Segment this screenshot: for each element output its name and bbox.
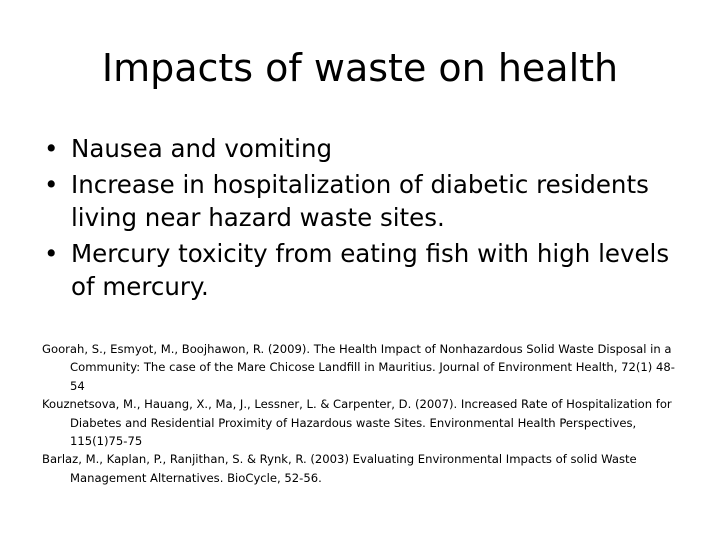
reference-kouznetsova-2007: Kouznetsova, M., Hauang, X., Ma, J., Lessner, L. & Carpenter, D. (2007). Increased Rate of Hospitalization for Diabetes and Residential Proximity of Hazardous waste Sites. Environmental Health Perspectives, 115(1)75-75 (42, 397, 672, 449)
bullet-text: Nausea and vomiting (71, 134, 333, 163)
references (42, 340, 682, 487)
reference-barlaz-2003: Barlaz, M., Kaplan, P., Ranjithan, S. & Rynk, R. (2003) Evaluating Environmental Impacts of solid Waste Management Alternatives. BioCycle, 52-56. (42, 452, 637, 485)
bullet-text: Mercury toxicity from eating fish with high levels of mercury. (71, 239, 670, 301)
bullet-item (44, 132, 694, 165)
slide-title: Impacts of waste on health (101, 46, 619, 90)
bullet-text: Increase in hospitalization of diabetic residents living near hazard waste sites. (71, 170, 649, 232)
bullet-list (44, 132, 694, 306)
bullet-marker: • (44, 170, 59, 199)
bullet-item (44, 237, 694, 303)
bullet-marker: • (44, 239, 59, 268)
bullet-marker: • (44, 134, 59, 163)
bullet-item (44, 168, 694, 234)
reference-goorah-2009: Goorah, S., Esmyot, M., Boojhawon, R. (2009). The Health Impact of Nonhazardous Solid Waste Disposal in a Community: The case of the Mare Chicose Landfill in Mauritius. Journal of Environment Health, 72(1) 48-54 (42, 342, 675, 393)
